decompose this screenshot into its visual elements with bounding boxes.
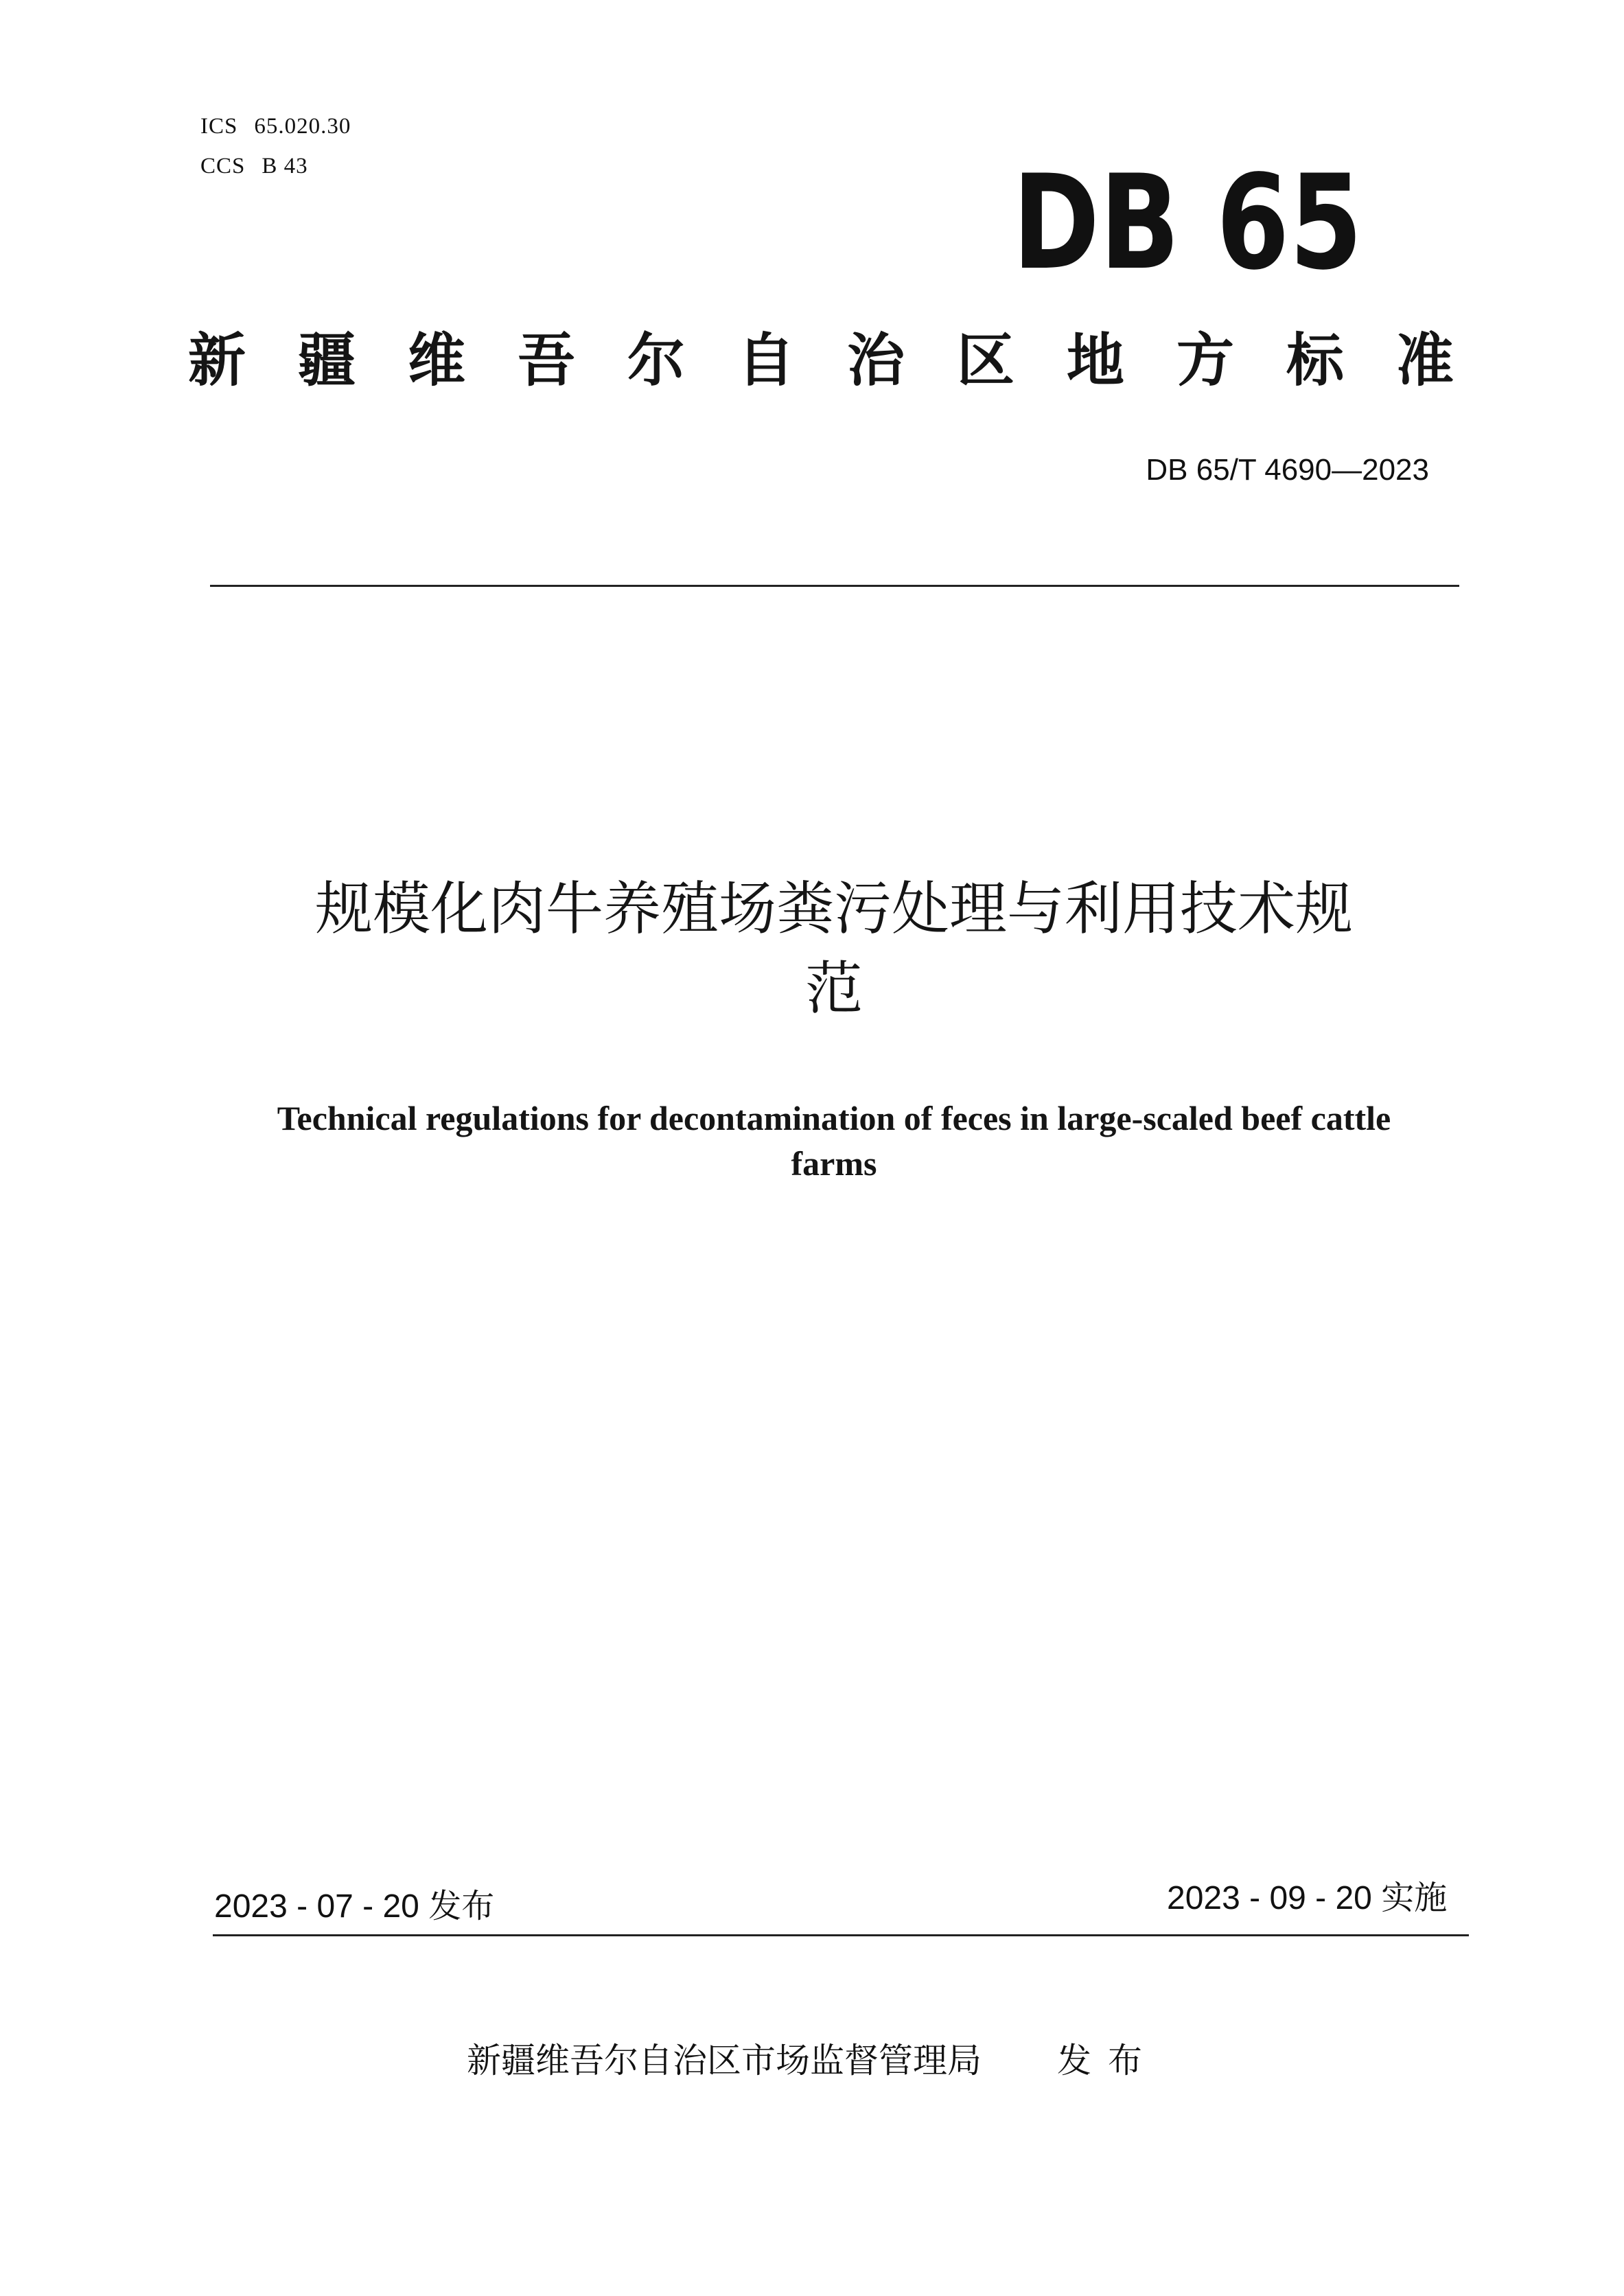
ics-code-line [200, 114, 351, 139]
footer-divider [213, 1934, 1469, 1936]
header-divider [210, 585, 1459, 587]
ccs-label: CCS [200, 154, 246, 178]
db65-logo-text: DB 65 [1012, 147, 1362, 299]
ccs-code: B 43 [262, 154, 308, 178]
english-title [206, 1095, 1462, 1186]
issuer-name: 新疆维吾尔自治区市场监督管理局 [467, 2041, 982, 2080]
ics-label: ICS [200, 114, 238, 139]
english-title-line-2: farms [791, 1144, 877, 1183]
ccs-code-line [200, 154, 308, 179]
chinese-title [172, 869, 1496, 1028]
db65-logo [1012, 147, 1369, 299]
issuer-line [467, 2033, 1159, 2083]
chinese-title-line-2: 范 [804, 955, 863, 1022]
ics-code: 65.020.30 [254, 114, 351, 139]
standard-number: DB 65/T 4690—2023 [1146, 453, 1429, 487]
issuer-action: 发布 [1057, 2041, 1159, 2080]
chinese-title-line-1: 规模化肉牛养殖场粪污处理与利用技术规 [314, 875, 1353, 942]
standard-type-heading: 新疆维吾尔自治区地方标准 [188, 327, 1507, 394]
implementation-date: 2023 - 09 - 20 实施 [1167, 1880, 1448, 1916]
publish-date: 2023 - 07 - 20 发布 [214, 1888, 495, 1925]
english-title-line-1: Technical regulations for decontamination of feces in large-scaled beef cattle [277, 1099, 1391, 1137]
